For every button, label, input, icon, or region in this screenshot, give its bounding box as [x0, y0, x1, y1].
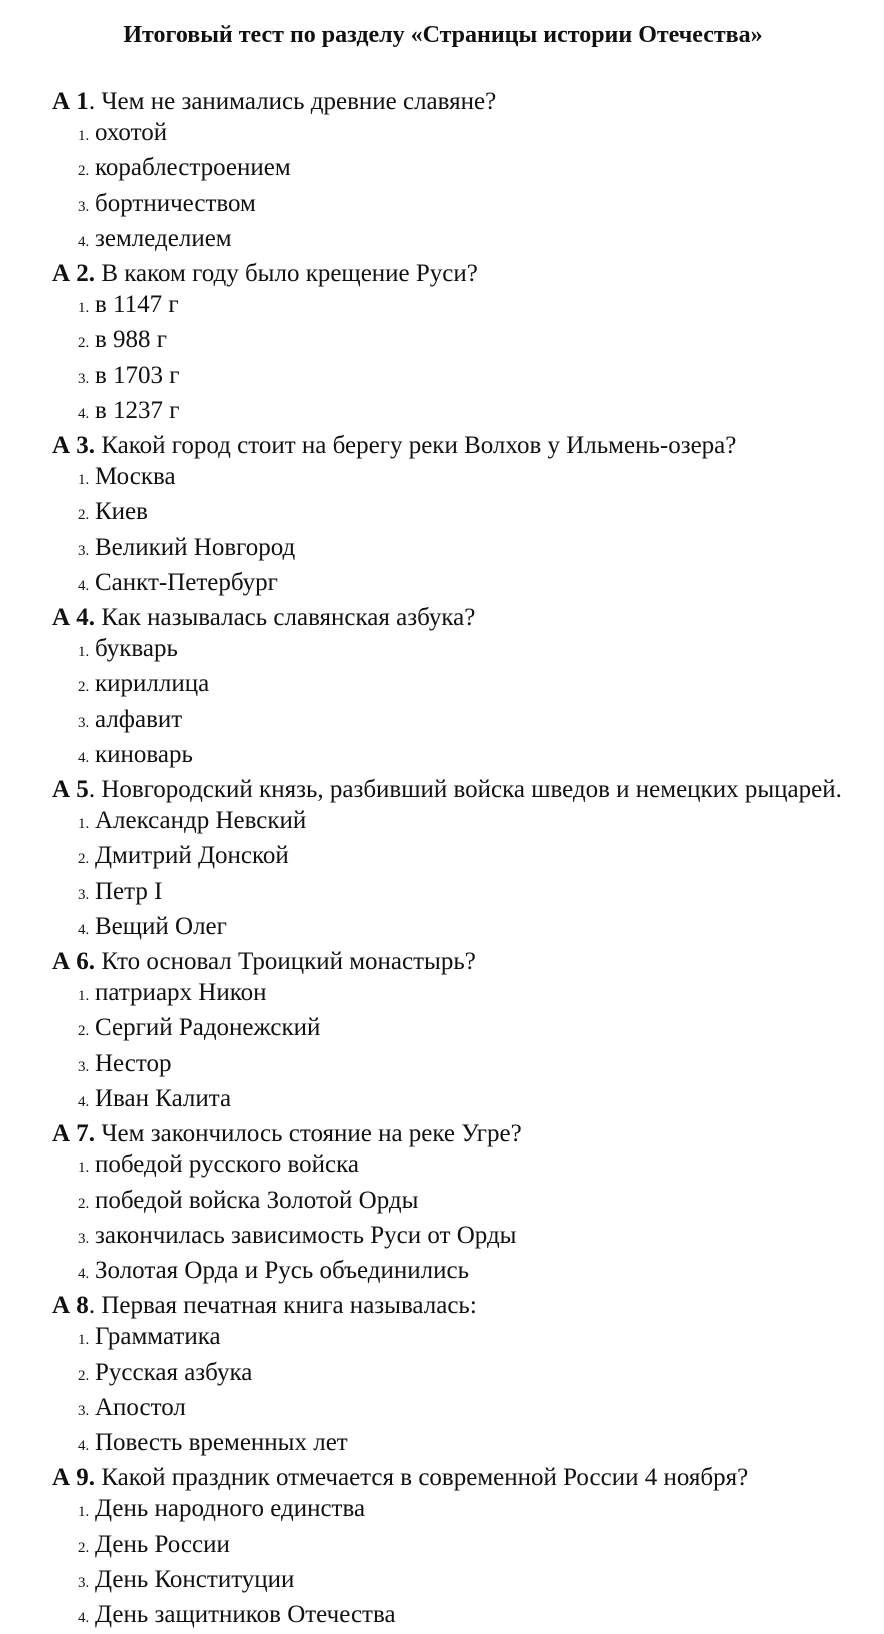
question-number: А 4. — [52, 604, 96, 632]
option-label: патриарх Никон — [95, 979, 267, 1007]
question-text — [52, 1462, 864, 1493]
option-number: 1. — [78, 472, 90, 489]
answer-options — [52, 977, 864, 1118]
answer-option — [78, 704, 864, 739]
question-number: А 3. — [52, 432, 96, 460]
question-prompt: Кто основал Троицкий монастырь? — [95, 948, 476, 976]
question-text — [52, 430, 864, 461]
option-number: 3. — [78, 886, 90, 903]
option-label: победой русского войска — [95, 1151, 359, 1179]
answer-option — [78, 739, 864, 774]
answer-option — [78, 668, 864, 703]
option-number: 1. — [78, 1160, 90, 1177]
option-label: Великий Новгород — [95, 533, 296, 561]
answer-option — [78, 1012, 864, 1047]
answer-option — [78, 1493, 864, 1528]
option-label: кириллица — [95, 670, 210, 698]
answer-option — [78, 805, 864, 840]
option-number: 4. — [78, 1609, 90, 1626]
answer-options — [52, 461, 864, 602]
option-label: День России — [95, 1530, 230, 1558]
option-label: бортничеством — [95, 189, 256, 217]
option-number: 4. — [78, 1437, 90, 1454]
question-list — [52, 86, 864, 1634]
answer-option — [78, 1149, 864, 1184]
option-number: 4. — [78, 233, 90, 250]
option-number: 3. — [78, 1230, 90, 1247]
option-label: Нестор — [95, 1049, 172, 1077]
option-number: 2. — [78, 163, 90, 180]
question-text — [52, 258, 864, 289]
option-label: Золотая Орда и Русь объединились — [95, 1256, 469, 1284]
option-number: 3. — [78, 1402, 90, 1419]
question-text — [52, 774, 864, 805]
option-number: 1. — [78, 1332, 90, 1349]
option-label: Русская азбука — [95, 1358, 253, 1386]
option-number: 4. — [78, 749, 90, 766]
question-block — [52, 1290, 864, 1462]
option-number: 2. — [78, 1539, 90, 1556]
option-number: 2. — [78, 1023, 90, 1040]
answer-option — [78, 1220, 864, 1255]
option-number: 4. — [78, 405, 90, 422]
option-number: 2. — [78, 679, 90, 696]
question-text — [52, 86, 864, 117]
answer-option — [78, 461, 864, 496]
option-label: Санкт-Петербург — [95, 568, 278, 596]
option-number: 2. — [78, 1195, 90, 1212]
answer-option — [78, 1599, 864, 1634]
option-label: Грамматика — [95, 1323, 221, 1351]
answer-option — [78, 1357, 864, 1392]
answer-options — [52, 289, 864, 430]
option-label: Александр Невский — [95, 807, 307, 835]
option-number: 1. — [78, 128, 90, 145]
option-label: Вещий Олег — [95, 912, 227, 940]
option-label: земледелием — [95, 224, 232, 252]
answer-options — [52, 1493, 864, 1634]
option-label: закончилась зависимость Руси от Орды — [95, 1221, 517, 1249]
answer-option — [78, 395, 864, 430]
question-block — [52, 1118, 864, 1290]
option-number: 4. — [78, 577, 90, 594]
question-number: А 5 — [52, 776, 89, 804]
answer-option — [78, 324, 864, 359]
option-label: в 1703 г — [95, 361, 180, 389]
option-number: 3. — [78, 1058, 90, 1075]
question-prompt: Какой город стоит на берегу реки Волхов у Ильмень-озера? — [95, 432, 737, 460]
option-label: Петр I — [95, 877, 163, 905]
answer-options — [52, 805, 864, 946]
option-number: 2. — [78, 1367, 90, 1384]
question-number: А 8 — [52, 1292, 89, 1320]
option-number: 1. — [78, 300, 90, 317]
answer-option — [78, 1427, 864, 1462]
answer-option — [78, 188, 864, 223]
option-number: 4. — [78, 1265, 90, 1282]
option-label: Сергий Радонежский — [95, 1014, 321, 1042]
answer-option — [78, 840, 864, 875]
answer-options — [52, 117, 864, 258]
answer-option — [78, 360, 864, 395]
option-label: День народного единства — [95, 1495, 366, 1523]
question-text — [52, 602, 864, 633]
option-number: 2. — [78, 507, 90, 524]
question-prompt: . Чем не занимались древние славяне? — [88, 88, 497, 115]
answer-option — [78, 152, 864, 187]
option-number: 4. — [78, 921, 90, 938]
option-label: алфавит — [95, 705, 183, 733]
question-block — [52, 430, 864, 602]
answer-option — [78, 1321, 864, 1356]
option-label: Москва — [95, 463, 176, 491]
question-prompt: Как называлась славянская азбука? — [95, 604, 476, 632]
question-prompt: . Новгородский князь, разбивший войска шведов и немецких рыцарей. — [88, 776, 842, 804]
answer-option — [78, 977, 864, 1012]
question-block — [52, 602, 864, 774]
question-number: А 9. — [52, 1464, 96, 1492]
question-number: А 2. — [52, 260, 96, 288]
answer-option — [78, 1083, 864, 1118]
option-label: охотой — [95, 119, 168, 147]
answer-option — [78, 223, 864, 258]
answer-options — [52, 1321, 864, 1462]
question-text — [52, 1118, 864, 1149]
option-number: 3. — [78, 370, 90, 387]
answer-option — [78, 1392, 864, 1427]
option-label: Иван Калита — [95, 1084, 232, 1112]
option-number: 1. — [78, 816, 90, 833]
question-block — [52, 774, 864, 946]
answer-option — [78, 1564, 864, 1599]
document-title: Итоговый тест по разделу «Страницы истории Отечества» — [123, 22, 763, 48]
answer-option — [78, 1529, 864, 1564]
option-number: 2. — [78, 335, 90, 352]
title-spacer — [52, 56, 864, 86]
answer-option — [78, 532, 864, 567]
option-number: 3. — [78, 542, 90, 559]
answer-options — [52, 633, 864, 774]
question-text — [52, 946, 864, 977]
answer-option — [78, 1048, 864, 1083]
answer-option — [78, 876, 864, 911]
option-number: 2. — [78, 851, 90, 868]
option-label: в 988 г — [95, 326, 168, 354]
option-number: 3. — [78, 198, 90, 215]
option-label: Дмитрий Донской — [95, 842, 289, 870]
answer-option — [78, 1185, 864, 1220]
answer-option — [78, 567, 864, 602]
question-block — [52, 86, 864, 258]
question-block — [52, 946, 864, 1118]
answer-option — [78, 289, 864, 324]
option-number: 4. — [78, 1093, 90, 1110]
question-prompt: В каком году было крещение Руси? — [95, 260, 478, 288]
option-label: Киев — [95, 498, 148, 526]
option-label: букварь — [95, 635, 178, 663]
question-block — [52, 1462, 864, 1634]
option-label: киноварь — [95, 740, 193, 768]
option-label: в 1237 г — [95, 396, 180, 424]
question-prompt: Какой праздник отмечается в современной России 4 ноября? — [95, 1464, 749, 1492]
option-label: День Конституции — [95, 1565, 295, 1593]
answer-option — [78, 117, 864, 152]
answer-option — [78, 911, 864, 946]
question-prompt: Чем закончилось стояние на реке Угре? — [95, 1120, 522, 1148]
question-prompt: . Первая печатная книга называлась: — [88, 1292, 477, 1320]
question-number: А 6. — [52, 948, 96, 976]
question-number: А 7. — [52, 1120, 96, 1148]
option-label: День защитников Отечества — [95, 1600, 396, 1628]
option-number: 3. — [78, 714, 90, 731]
question-text — [52, 1290, 864, 1321]
option-label: победой войска Золотой Орды — [95, 1186, 419, 1214]
option-number: 1. — [78, 1504, 90, 1521]
answer-options — [52, 1149, 864, 1290]
answer-option — [78, 496, 864, 531]
question-block — [52, 258, 864, 430]
option-number: 1. — [78, 644, 90, 661]
answer-option — [78, 1255, 864, 1290]
option-label: Апостол — [95, 1393, 186, 1421]
question-number: А 1 — [52, 88, 89, 115]
option-label: кораблестроением — [95, 154, 291, 182]
answer-option — [78, 633, 864, 668]
option-number: 3. — [78, 1574, 90, 1591]
option-number: 1. — [78, 988, 90, 1005]
option-label: в 1147 г — [95, 291, 179, 319]
option-label: Повесть временных лет — [95, 1428, 348, 1456]
